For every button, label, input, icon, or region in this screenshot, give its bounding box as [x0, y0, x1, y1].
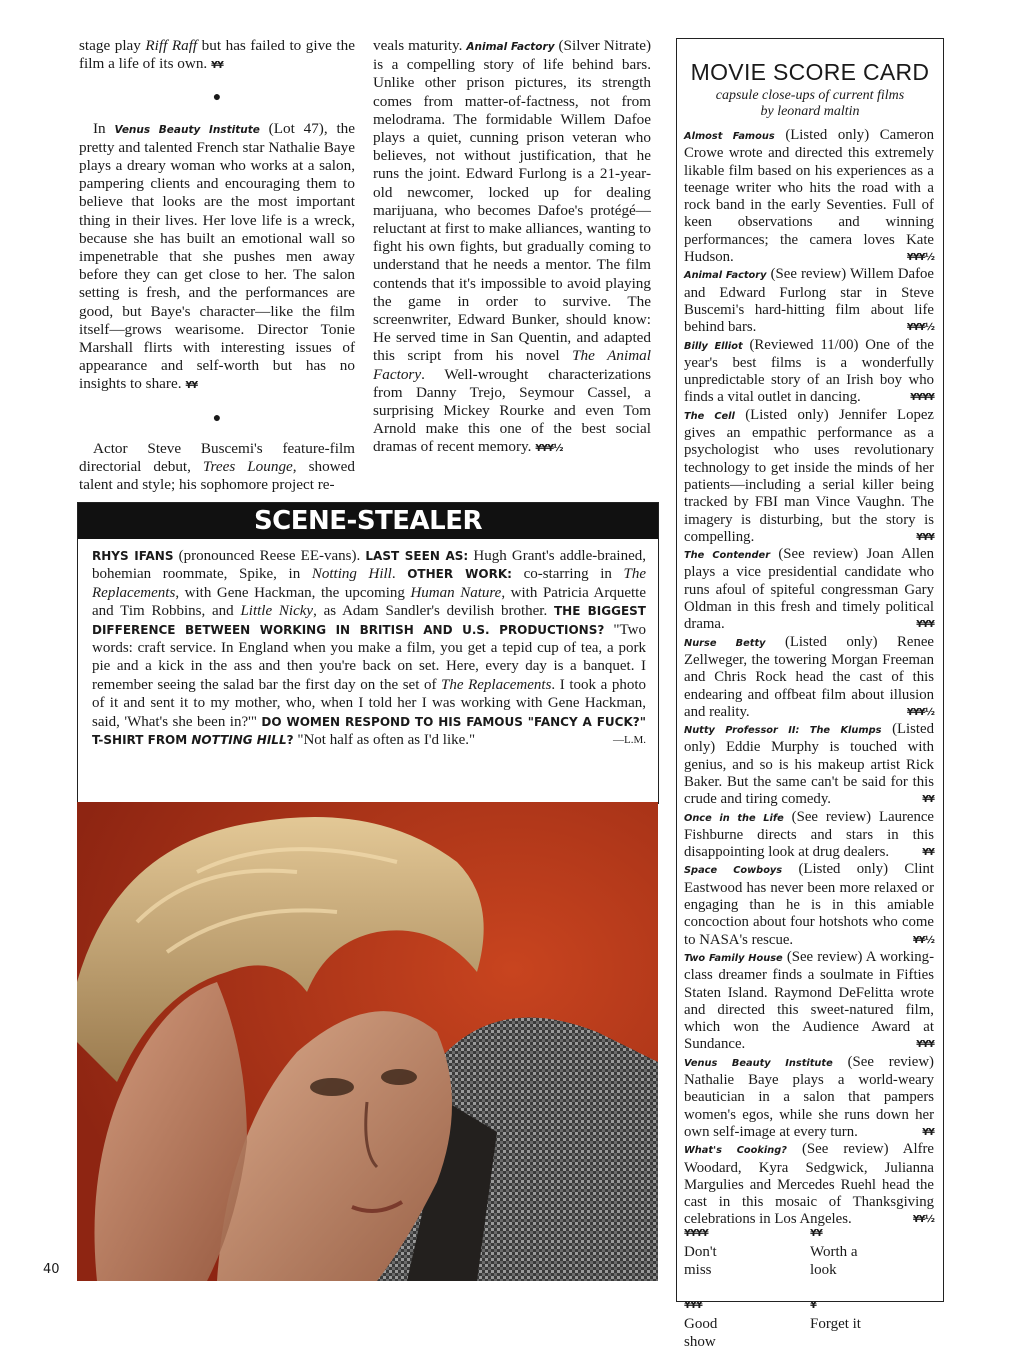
text: , with Gene Hackman, the upcoming [175, 584, 411, 601]
legend-label: Don't miss [684, 1244, 717, 1278]
capsule-text: (Reviewed 11/00) One of the year's best films is a wonderfully unpredictable story of an Irish boy who finds a vital outlet in dancing. [684, 336, 934, 406]
rating: ¥¥¥ [916, 531, 934, 543]
text: (pronounced Reese EE-vans). [173, 548, 366, 564]
rating: ¥¥½ [912, 1214, 934, 1226]
text: , showed talent and style; his sophomore project re- [79, 458, 355, 494]
rating-legend [684, 1225, 936, 1351]
scene-stealer-box [77, 502, 659, 804]
capsule-text: (See review) Alfre Woodard, Kyra Sedgwick, Julianna Margulies and Mercedes Ruehl head the cast in this mosaic of Thanksgiving celebrations in Los Angeles. [684, 1141, 934, 1228]
list-item [684, 809, 934, 862]
paragraph-riff-raff [79, 37, 355, 75]
rating: ¥¥ [211, 60, 223, 72]
rating: ¥¥¥¥ [910, 392, 934, 404]
film-title: Little Nicky [240, 603, 314, 620]
list-item [684, 546, 934, 633]
rating: ¥¥¥½ [535, 443, 563, 455]
film-title: Animal Factory [466, 41, 555, 53]
text: co-starring in [511, 566, 624, 583]
text: but has failed to give the film a life of its own. [79, 37, 355, 73]
bullet-separator: ● [212, 410, 222, 426]
section-heading: ? [286, 733, 294, 748]
byline: —L.M. [613, 734, 646, 747]
list-item [684, 861, 934, 948]
list-item [684, 337, 934, 407]
film-title: NOTTING HILL [191, 733, 287, 748]
legend-label: Good show [684, 1316, 718, 1350]
paragraph-venus [79, 120, 355, 396]
legend-item [810, 1225, 936, 1279]
rating: ¥¥½ [912, 934, 934, 946]
bullet-separator: ● [212, 90, 222, 106]
film-title: Space Cowboys [684, 865, 783, 877]
film-title: Venus Beauty Institute [684, 1057, 833, 1069]
capsule-text: (See review) A working-class dreamer finds a soulmate in Fifties Staten Island. Raymond DeFelitta wrote and directed this sweet-natured film, which won the Audience Award at Sundance. [684, 948, 934, 1053]
text: , as Adam Sandler's devilish brother. [313, 603, 554, 620]
film-title: Once in the Life [684, 812, 784, 824]
rating: ¥¥¥½ [906, 706, 934, 718]
rating: ¥ [810, 1300, 816, 1311]
text: , with Patricia Arquette and Tim Robbins, and [92, 584, 646, 620]
list-item [684, 127, 934, 266]
film-title: The Replacements [441, 676, 552, 693]
list-item [684, 721, 934, 808]
capsule-text: (Listed only) Jennifer Lopez gives an empathic performance as a psychologist who uses revolutionary technology to get inside the minds of her patients—including a serial killer being tracked by FBI man Vince Vaughn. The imagery is disturbing, but the story is compelling. [684, 406, 935, 545]
text: "Two words: craft service. In England when you make a film, you get a tepid cup of tea, a pork pie and a kick in the ass and then you're back on set. Here, every day is a banquet. I remember seeing the salad bar the first day on the set of [92, 621, 646, 693]
section-heading: DO WOMEN RESPOND TO HIS FAMOUS "FANCY A FUCK?" T-SHIRT FROM [92, 714, 646, 748]
film-title: Animal Factory [684, 270, 767, 282]
rating: ¥¥ [185, 380, 198, 392]
film-title: Nurse Betty [684, 637, 766, 649]
film-title: Notting Hill [311, 566, 392, 583]
legend-item [684, 1225, 810, 1279]
review-column-left [79, 37, 355, 494]
review-column-middle [373, 37, 651, 459]
capsule-text: (See review) Willem Dafoe and Edward Furlong star in Steve Buscemi's hard-hitting film about life behind bars. [684, 266, 935, 336]
book-title: The Animal Factory [373, 347, 651, 383]
text: . Well-wrought characterizations from Danny Trejo, Seymour Cassel, a surprising Mickey Rourke and even Tom Arnold make this one of the best social dramas of recent memory. [373, 365, 651, 456]
rating: ¥¥ [922, 1126, 934, 1138]
text: (Lot 47), the pretty and talented French star Nathalie Baye plays a dreary woman who works at a salon, pampering clients and encouraging them to believe that looks are the most important thing in their lives. Her love life is a wreck, because she has built an emotional wall so impenetrable that she pushes men away before they can get close to her. The salon setting is fresh, and the performances are good, but Baye's character—like the film itself—grows wearisome. Director Tonie Marshall flirts with interesting issues of appearance and self-worth but has no insights to share. [79, 119, 355, 393]
film-title: Nutty Professor II: The Klumps [684, 725, 882, 737]
movie-score-card [676, 38, 944, 1350]
film-title: Billy Elliot [684, 340, 743, 352]
film-title: What's Cooking? [684, 1145, 787, 1157]
rating: ¥¥¥½ [906, 322, 934, 334]
film-title: Trees Lounge [202, 458, 293, 476]
actor-portrait-photo [77, 802, 658, 1281]
film-title: Riff Raff [145, 37, 198, 54]
rating: ¥¥ [922, 847, 934, 859]
score-card-title: MOVIE SCORE CARD [690, 59, 930, 85]
text: veals maturity. [373, 37, 467, 54]
page-number: 40 [43, 1262, 60, 1277]
list-item [684, 407, 934, 546]
rating: ¥¥ [922, 794, 934, 806]
film-title: The Replacements [92, 566, 647, 601]
rating: ¥¥ [810, 1228, 822, 1239]
list-item [684, 1141, 934, 1228]
scene-stealer-body [78, 539, 658, 749]
legend-label: Forget it [810, 1316, 861, 1332]
legend-item [810, 1279, 936, 1351]
list-item [684, 949, 934, 1054]
film-title: Venus Beauty Institute [114, 123, 260, 136]
text: "Not half as often as I'd like." [293, 732, 476, 749]
film-title: The Cell [684, 410, 735, 422]
capsule-text: (Listed only) Renee Zellweger, the towering Morgan Freeman and Chris Rock head the cast of this endearing and offbeat film about illusion and reality. [684, 633, 934, 720]
byline: by leonard maltin [760, 104, 860, 119]
section-heading: OTHER WORK: [407, 567, 512, 582]
rating: ¥¥¥½ [906, 252, 934, 264]
capsule-text: (Listed only) Cameron Crowe wrote and directed this extremely likable film based on his experiences as a teenage writer who hits the road with a rock band in the early Seventies. Full of keen observations and winning performances; the camera loves Kate Hudson. [684, 127, 935, 266]
list-item [684, 266, 934, 336]
score-card-list [684, 127, 934, 1229]
paragraph-buscemi [79, 440, 355, 495]
capsule-text: (See review) Nathalie Baye plays a world-weary beautician in a salon that pampers women's egos, while she runs down her own self-image at every turn. [684, 1053, 934, 1140]
portrait-illustration [77, 802, 658, 1281]
film-title: Two Family House [684, 952, 783, 964]
subtitle-line: capsule close-ups of current films [715, 88, 905, 103]
score-card-subtitle [677, 88, 943, 120]
section-heading: LAST SEEN AS: [365, 549, 469, 563]
text: Hugh Grant's addle-brained, bohemian roommate, Spike, in [92, 548, 646, 583]
rating: ¥¥¥ [916, 1039, 934, 1051]
text: . I took a photo of it and sent it to my mother, who, when I told her I was working with Gene Hackman, said, 'What's she been in?'" [92, 676, 646, 730]
section-heading: THE BIGGEST DIFFERENCE BETWEEN WORKING IN BRITISH AND U.S. PRODUCTIONS? [92, 604, 646, 637]
paragraph-animal-factory [373, 37, 651, 459]
text: Actor Steve Buscemi's feature-film directorial debut, [79, 439, 355, 476]
text: In [93, 119, 115, 137]
rating: ¥¥¥ [916, 619, 934, 631]
legend-item [684, 1279, 810, 1351]
list-item [684, 1054, 934, 1141]
text: (Silver Nitrate) is a compelling story of life behind bars. Unlike other prison pictures, its strength comes from matter-of-factness, not from melodrama. The formidable Willem Dafoe plays a quiet, cunning prison veteran who believes, not without justification, that he runs the joint. Edward Furlong is a 21-year-old newcomer, locked up for dealing marijuana, who becomes Dafoe's protégé—reluctant at first to make alliances, wanting to fight his own fights, but gradually coming to understand that he needs a mentor. The film contends that it's impossible to avoid playing the game in order to survive. The screenwriter, Edward Bunker, should know: He served time in San Quentin, and adapted this script from his novel [373, 37, 651, 365]
capsule-text: (See review) Joan Allen plays a vice presidential candidate who runs afoul of spiteful congressman Gary Oldman in this fresh and timely political drama. [684, 546, 934, 633]
list-item [684, 634, 934, 721]
actor-name: RHYS IFANS [92, 549, 174, 563]
scene-stealer-title: SCENE-STEALER [78, 503, 658, 539]
text: stage play [79, 37, 146, 54]
text: . [391, 566, 408, 583]
film-title: The Contender [684, 550, 771, 562]
capsule-text: (Listed only) Clint Eastwood has never been more relaxed or engaging than he is in this amiable concoction about four hotshots who come to NASA's rescue. [684, 861, 934, 948]
film-title: Almost Famous [684, 131, 775, 142]
rating: ¥¥¥¥ [684, 1228, 708, 1239]
capsule-text: (Listed only) Eddie Murphy is touched with genius, and so is his makeup artist Rick Baker. But the same can't be said for this crude and tiring comedy. [684, 721, 934, 808]
legend-label: Worth a look [810, 1244, 858, 1278]
capsule-text: (See review) Laurence Fishburne directs and stars in this disappointing look at drug dealers. [684, 808, 934, 861]
rating: ¥¥¥ [684, 1300, 702, 1311]
film-title: Human Nature [410, 584, 502, 601]
